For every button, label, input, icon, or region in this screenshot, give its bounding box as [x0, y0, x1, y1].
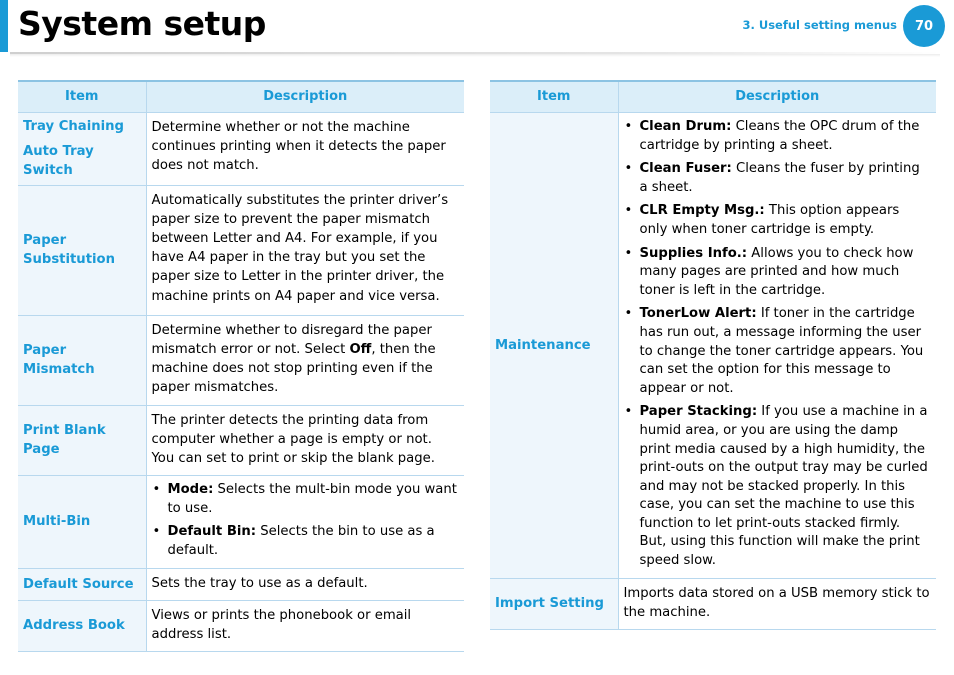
- description-cell: [146, 315, 464, 405]
- bullet-text: Allows you to check how many pages are printed and how much toner is left in the cartridge.: [639, 245, 914, 298]
- bullet-text: If you use a machine in a humid area, or you are using the damp print media caused by a high humidity, the print-outs on the output tray may be curled and may not be stacked properly. In this case, you can set the machine to use this function to let print-outs stacked firmly. But, using this function will make the print speed slow.: [639, 404, 928, 569]
- item-cell: [490, 113, 618, 579]
- item-label-paper-substitution[interactable]: Paper Substitution: [23, 232, 115, 268]
- bullet-text: Cleans the fuser by printing a sheet.: [639, 161, 920, 195]
- column-header-description: Description: [146, 81, 464, 113]
- chapter-link[interactable]: 3. Useful setting menus: [742, 18, 897, 32]
- bullet-text: Selects the bin to use as a default.: [167, 524, 435, 558]
- bullet-icon: •: [152, 524, 161, 540]
- item-label-default-source[interactable]: Default Source: [23, 576, 134, 592]
- bullet-icon: •: [624, 245, 633, 261]
- bullet-list: [152, 481, 459, 560]
- list-item: [624, 118, 931, 155]
- table-row: [18, 600, 464, 651]
- bullet-term: Clean Fuser:: [639, 161, 732, 177]
- description-cell: [618, 113, 936, 579]
- column-header-description: Description: [618, 81, 936, 113]
- column-header-item: Item: [18, 81, 146, 113]
- list-item: [152, 523, 459, 560]
- description-cell: Determine whether or not the machine continues printing when it detects the paper does not match.: [146, 113, 464, 186]
- description-cell: Views or prints the phonebook or email address list.: [146, 600, 464, 651]
- list-item: [624, 160, 931, 197]
- table-row: [18, 113, 464, 186]
- description-cell: Imports data stored on a USB memory stick to the machine.: [618, 578, 936, 629]
- bullet-term: Clean Drum:: [639, 119, 732, 134]
- item-cell: [18, 113, 146, 186]
- bullet-list: [624, 118, 931, 571]
- page-number-badge: 70: [903, 5, 945, 47]
- bullet-term: CLR Empty Msg.:: [639, 203, 765, 219]
- item-cell: [18, 405, 146, 476]
- description-cell: Sets the tray to use as a default.: [146, 568, 464, 600]
- header-accent-bar: [0, 0, 8, 52]
- table-header-row: [18, 81, 464, 113]
- bullet-term: Mode:: [167, 482, 214, 498]
- bullet-term: Paper Stacking:: [639, 404, 758, 420]
- table-row: [18, 185, 464, 315]
- item-cell: [18, 476, 146, 568]
- list-item: [152, 481, 459, 518]
- table-row: [18, 315, 464, 405]
- item-cell: [490, 578, 618, 629]
- bullet-icon: •: [624, 161, 633, 177]
- bullet-text: If toner in the cartridge has run out, a message informing the user to change the toner cartridge appears. You can set the option for this message to appear or not.: [639, 306, 924, 396]
- item-label-tray-chaining[interactable]: Tray Chaining: [23, 119, 124, 134]
- settings-table-left: [18, 80, 464, 652]
- bullet-icon: •: [624, 306, 633, 322]
- bullet-text: Cleans the OPC drum of the cartridge by printing a sheet.: [639, 119, 920, 153]
- bullet-icon: •: [624, 119, 633, 134]
- item-label-address-book[interactable]: Address Book: [23, 618, 125, 634]
- list-item: [624, 305, 931, 398]
- item-label-multi-bin[interactable]: Multi-Bin: [23, 514, 91, 530]
- item-label-paper-mismatch[interactable]: Paper Mismatch: [23, 342, 95, 378]
- description-cell: The printer detects the printing data from computer whether a page is empty or not. You can set to print or skip the blank page.: [146, 405, 464, 476]
- description-cell: Automatically substitutes the printer driver’s paper size to prevent the paper mismatch between Letter and A4. For example, if you have A4 paper in the tray but you set the paper size to Letter in the printer driver, the machine prints on A4 paper and vice versa.: [146, 185, 464, 315]
- bullet-icon: •: [624, 203, 633, 219]
- list-item: [624, 245, 931, 301]
- table-row: [490, 113, 936, 579]
- description-cell: [146, 476, 464, 568]
- list-item: [624, 202, 931, 239]
- item-cell: [18, 185, 146, 315]
- item-label-auto-tray-switch[interactable]: Auto Tray Switch: [23, 144, 94, 179]
- column-header-item: Item: [490, 81, 618, 113]
- page-title: System setup: [18, 4, 266, 43]
- bullet-term: Default Bin:: [167, 524, 257, 540]
- item-label-import-setting[interactable]: Import Setting: [495, 596, 604, 612]
- table-row: [18, 568, 464, 600]
- option-off-label: Off: [349, 341, 372, 357]
- item-cell: [18, 315, 146, 405]
- settings-table-right: [490, 80, 936, 630]
- bullet-term: TonerLow Alert:: [639, 306, 757, 322]
- bullet-term: Supplies Info.:: [639, 245, 748, 261]
- item-label-print-blank-page[interactable]: Print Blank Page: [23, 423, 106, 458]
- item-cell: [18, 568, 146, 600]
- table-row: [18, 405, 464, 476]
- table-row: [490, 578, 936, 629]
- header-divider-shadow: [10, 54, 940, 57]
- description-text: Determine whether to disregard the paper mismatch error or not. Select: [151, 322, 432, 357]
- bullet-text: This option appears only when toner cartridge is empty.: [639, 203, 900, 237]
- bullet-icon: •: [624, 404, 633, 420]
- description-text: , then the machine does not stop printing even if the paper mismatches.: [151, 341, 436, 396]
- bullet-icon: •: [152, 482, 161, 498]
- bullet-text: Selects the mult-bin mode you want to use.: [167, 482, 457, 516]
- item-label-maintenance[interactable]: Maintenance: [495, 337, 591, 353]
- item-cell: [18, 600, 146, 651]
- list-item: [624, 403, 931, 570]
- table-header-row: [490, 81, 936, 113]
- table-row: [18, 476, 464, 568]
